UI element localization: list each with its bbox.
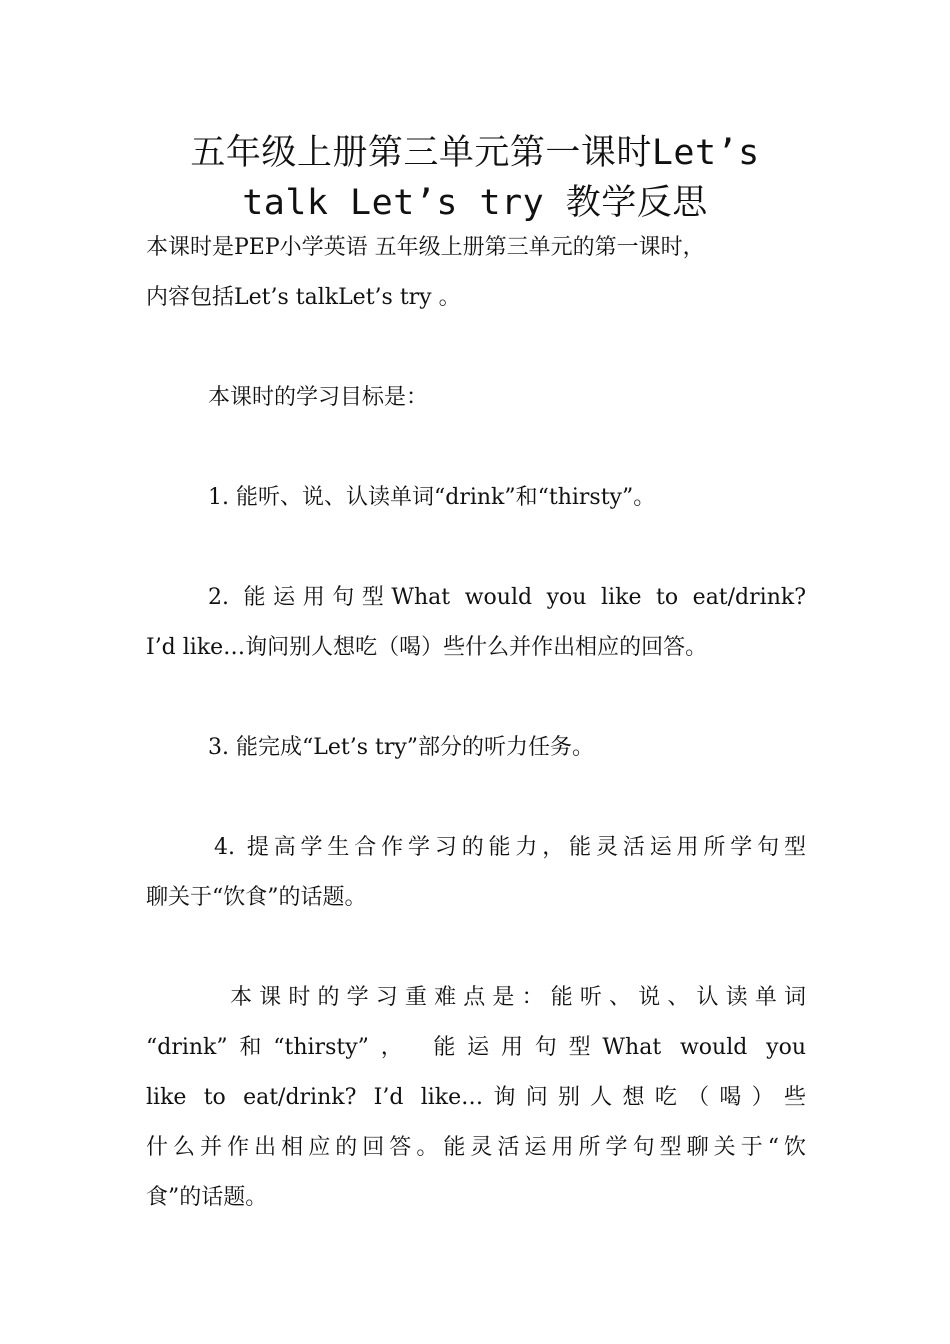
document-title-line-1: 五年级上册第三单元第一课时Let’s	[190, 133, 760, 173]
objective-4-line-2: 聊关于“饮食”的话题。	[146, 885, 367, 910]
key-points-line-3: like to eat/drink? I’d like…询问别人想吃（喝）些	[146, 1085, 806, 1110]
objective-3: 3. 能完成“Let’s try”部分的听力任务。	[208, 735, 595, 760]
intro-paragraph-line-1: 本课时是PEP小学英语 五年级上册第三单元的第一课时，	[146, 235, 705, 260]
intro-paragraph-line-2: 内容包括Let’s talkLet’s try 。	[146, 285, 461, 310]
objectives-heading: 本课时的学习目标是：	[208, 385, 429, 410]
key-points-line-4: 什么并作出相应的回答。能灵活运用所学句型聊关于“饮	[146, 1135, 806, 1160]
key-points-line-2: “drink”和“thirsty”， 能运用句型What would you	[146, 1035, 806, 1060]
objective-2-line-1: 2. 能运用句型What would you like to eat/drink?	[208, 585, 806, 610]
objective-4-line-1: 4. 提高学生合作学习的能力，能灵活运用所学句型	[214, 835, 806, 860]
key-points-line-1: 本课时的学习重难点是：能听、说、认读单词	[230, 985, 806, 1010]
key-points-line-5: 食”的话题。	[146, 1185, 268, 1210]
objective-2-line-2: I’d like…询问别人想吃（喝）些什么并作出相应的回答。	[146, 635, 708, 660]
objective-1: 1. 能听、说、认读单词“drink”和“thirsty”。	[208, 485, 656, 510]
document-title-line-2: talk Let’s try 教学反思	[242, 183, 708, 223]
